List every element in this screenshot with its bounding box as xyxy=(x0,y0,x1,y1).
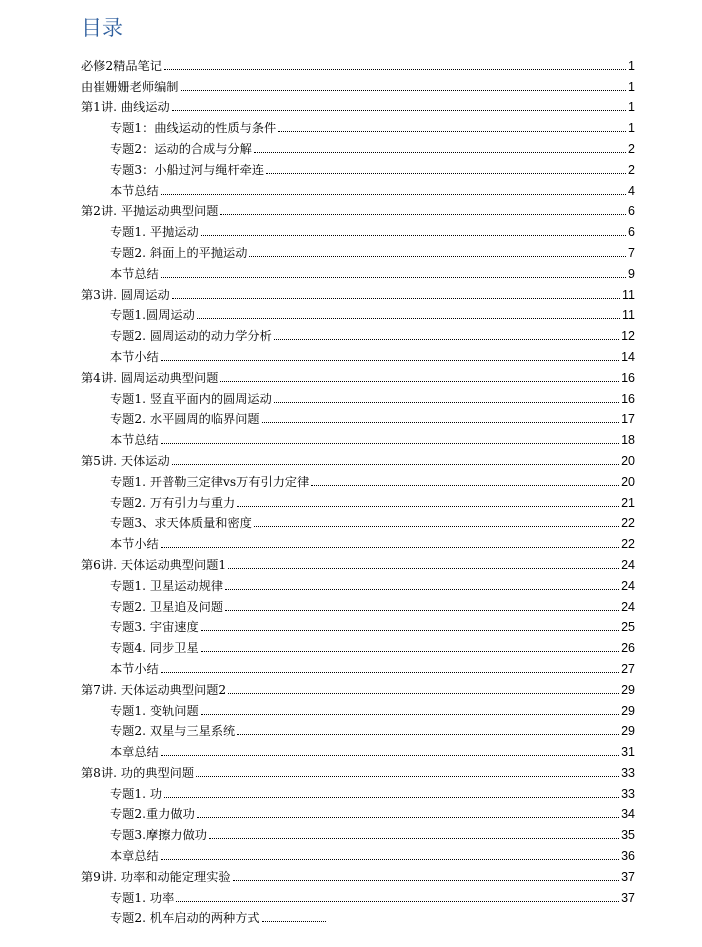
toc-entry-label: 本节总结 xyxy=(110,266,159,281)
toc-page-number: 24 xyxy=(621,557,635,572)
toc-entry-label: 第3讲. 圆周运动 xyxy=(81,287,170,302)
toc-entry-label: 专题3、求天体质量和密度 xyxy=(110,516,252,531)
toc-page-number: 27 xyxy=(621,661,635,676)
toc-section-entry[interactable] xyxy=(81,219,635,240)
toc-page-number: 29 xyxy=(621,682,635,697)
toc-dot-leader xyxy=(220,214,626,215)
toc-dot-leader xyxy=(201,235,626,236)
toc-page-number: 35 xyxy=(621,828,635,843)
toc-section-entry[interactable] xyxy=(81,261,635,282)
toc-page-number: 34 xyxy=(621,807,635,822)
toc-entry-label: 专题3：小船过河与绳杆牵连 xyxy=(110,162,265,177)
toc-dot-leader xyxy=(274,402,619,403)
toc-page-number: 37 xyxy=(621,890,635,905)
toc-entry-label: 第1讲. 曲线运动 xyxy=(81,100,170,115)
toc-dot-leader xyxy=(237,734,619,735)
toc-entry-label: 专题4. 同步卫星 xyxy=(110,641,199,656)
toc-entry-label: 本节小结 xyxy=(110,661,159,676)
toc-section-entry[interactable] xyxy=(81,843,635,864)
toc-entry-label: 专题2. 双星与三星系统 xyxy=(110,724,236,739)
toc-page-number: 6 xyxy=(628,204,635,219)
toc-dot-leader xyxy=(164,69,626,70)
toc-section-entry[interactable] xyxy=(81,531,635,552)
toc-page-number: 11 xyxy=(622,287,635,302)
toc-section-entry[interactable] xyxy=(81,407,635,428)
toc-dot-leader xyxy=(181,90,627,91)
toc-dot-leader xyxy=(164,797,619,798)
toc-section-entry[interactable] xyxy=(81,719,635,740)
toc-page-number: 12 xyxy=(621,329,635,344)
toc-entry-label: 专题1. 平抛运动 xyxy=(110,225,199,240)
toc-dot-leader xyxy=(311,485,619,486)
toc-dot-leader xyxy=(262,921,326,922)
toc-page-number: 9 xyxy=(628,266,635,281)
toc-page-number: 26 xyxy=(621,641,635,656)
toc-section-entry[interactable] xyxy=(81,885,635,906)
toc-section-entry[interactable] xyxy=(81,698,635,719)
toc-chapter-entry[interactable] xyxy=(81,282,635,303)
toc-entry-label: 专题2. 斜面上的平抛运动 xyxy=(110,245,248,260)
toc-page-number: 4 xyxy=(628,183,635,198)
toc-section-entry[interactable] xyxy=(81,240,635,261)
toc-section-entry[interactable] xyxy=(81,739,635,760)
toc-page-number: 24 xyxy=(621,599,635,614)
toc-page-number: 6 xyxy=(628,225,635,240)
toc-entry-label: 第6讲. 天体运动典型问题1 xyxy=(81,557,227,572)
toc-dot-leader xyxy=(161,277,626,278)
toc-page-number: 20 xyxy=(621,474,635,489)
toc-dot-leader xyxy=(197,318,620,319)
toc-page-number: 25 xyxy=(621,620,635,635)
toc-dot-leader xyxy=(228,568,619,569)
toc-chapter-entry[interactable] xyxy=(81,53,635,74)
toc-page-number: 1 xyxy=(628,58,635,73)
toc-section-entry[interactable] xyxy=(81,178,635,199)
toc-entry-label: 第8讲. 功的典型问题 xyxy=(81,765,195,780)
toc-page-number: 11 xyxy=(622,308,635,323)
toc-entry-label: 第5讲. 天体运动 xyxy=(81,453,170,468)
toc-entry-label: 专题2. 卫星追及问题 xyxy=(110,599,224,614)
toc-page-number: 21 xyxy=(621,495,635,510)
toc-chapter-entry[interactable] xyxy=(81,95,635,116)
toc-section-entry[interactable] xyxy=(81,490,635,511)
toc-dot-leader xyxy=(262,422,620,423)
toc-chapter-entry[interactable] xyxy=(81,199,635,220)
toc-entry-label: 本节小结 xyxy=(110,537,159,552)
toc-entry-label: 专题1. 变轨问题 xyxy=(110,703,199,718)
toc-page-number: 16 xyxy=(621,391,635,406)
toc-page-number: 37 xyxy=(621,869,635,884)
toc-section-entry[interactable] xyxy=(81,303,635,324)
toc-dot-leader xyxy=(225,589,619,590)
toc-page-number: 29 xyxy=(621,703,635,718)
toc-page-number: 36 xyxy=(621,849,635,864)
toc-page-number: 2 xyxy=(628,141,635,156)
toc-page-number: 18 xyxy=(621,433,635,448)
toc-dot-leader xyxy=(237,506,619,507)
toc-entry-label: 专题1. 开普勒三定律vs万有引力定律 xyxy=(110,474,310,489)
toc-chapter-entry[interactable] xyxy=(81,864,635,885)
toc-dot-leader xyxy=(161,194,626,195)
toc-entry-label: 专题1. 功率 xyxy=(110,890,175,905)
toc-dot-leader xyxy=(172,464,619,465)
toc-entry-label: 由崔姗姗老师编制 xyxy=(81,79,179,94)
toc-dot-leader xyxy=(278,131,626,132)
toc-page-number: 1 xyxy=(628,79,635,94)
toc-dot-leader xyxy=(161,755,619,756)
toc-section-entry[interactable] xyxy=(81,427,635,448)
toc-page-number: 33 xyxy=(621,765,635,780)
toc-section-entry[interactable] xyxy=(81,511,635,532)
toc-chapter-entry[interactable] xyxy=(81,677,635,698)
toc-chapter-entry[interactable] xyxy=(81,552,635,573)
toc-dot-leader xyxy=(172,110,626,111)
toc-entry-label: 专题1. 功 xyxy=(110,786,163,801)
toc-section-entry[interactable] xyxy=(81,115,635,136)
toc-dot-leader xyxy=(201,714,619,715)
toc-dot-leader xyxy=(254,526,619,527)
toc-dot-leader xyxy=(197,817,619,818)
toc-dot-leader xyxy=(196,776,619,777)
toc-page-number: 31 xyxy=(621,745,635,760)
toc-dot-leader xyxy=(201,630,619,631)
toc-section-entry[interactable] xyxy=(81,781,635,802)
toc-dot-leader xyxy=(254,152,626,153)
toc-section-entry[interactable] xyxy=(81,386,635,407)
toc-dot-leader xyxy=(201,651,619,652)
toc-section-entry[interactable] xyxy=(81,157,635,178)
toc-entry-label: 专题3.摩擦力做功 xyxy=(110,828,207,843)
toc-dot-leader xyxy=(161,859,619,860)
toc-chapter-entry[interactable] xyxy=(81,448,635,469)
toc-entry-label: 专题2. 机车启动的两种方式 xyxy=(110,911,260,926)
toc-section-entry[interactable] xyxy=(81,344,635,365)
toc-section-entry[interactable] xyxy=(81,573,635,594)
toc-entry-label: 专题2. 圆周运动的动力学分析 xyxy=(110,329,272,344)
toc-section-entry[interactable] xyxy=(81,594,635,615)
toc-dot-leader xyxy=(161,360,619,361)
toc-section-entry[interactable] xyxy=(81,635,635,656)
toc-dot-leader xyxy=(161,672,619,673)
toc-entry-label: 第9讲. 功率和动能定理实验 xyxy=(81,869,231,884)
toc-chapter-entry[interactable] xyxy=(81,760,635,781)
toc-entry-label: 第4讲. 圆周运动典型问题 xyxy=(81,370,219,385)
toc-entry-label: 专题2.重力做功 xyxy=(110,807,195,822)
toc-entry-label: 专题1：曲线运动的性质与条件 xyxy=(110,121,277,136)
toc-page-number: 14 xyxy=(621,349,635,364)
toc-section-entry[interactable] xyxy=(81,656,635,677)
toc-section-entry[interactable] xyxy=(81,906,635,927)
toc-dot-leader xyxy=(176,901,619,902)
toc-page-number: 17 xyxy=(621,412,635,427)
toc-dot-leader xyxy=(228,693,619,694)
toc-entry-label: 专题2：运动的合成与分解 xyxy=(110,141,252,156)
toc-dot-leader xyxy=(225,610,619,611)
toc-section-entry[interactable] xyxy=(81,323,635,344)
toc-page-number: 22 xyxy=(621,516,635,531)
toc-entry-label: 本节总结 xyxy=(110,183,159,198)
toc-section-entry[interactable] xyxy=(81,136,635,157)
toc-section-entry[interactable] xyxy=(81,469,635,490)
toc-dot-leader xyxy=(161,547,619,548)
toc-dot-leader xyxy=(220,381,619,382)
toc-entry-label: 本章总结 xyxy=(110,745,159,760)
toc-entry-label: 专题1. 卫星运动规律 xyxy=(110,578,224,593)
toc-dot-leader xyxy=(209,838,619,839)
toc-list xyxy=(81,53,635,926)
toc-entry-label: 本节小结 xyxy=(110,349,159,364)
toc-page-number: 29 xyxy=(621,724,635,739)
toc-page-number: 20 xyxy=(621,453,635,468)
toc-section-entry[interactable] xyxy=(81,802,635,823)
toc-section-entry[interactable] xyxy=(81,822,635,843)
toc-entry-label: 必修2精品笔记 xyxy=(81,58,162,73)
toc-entry-label: 本章总结 xyxy=(110,849,159,864)
toc-dot-leader xyxy=(172,298,620,299)
toc-page-number: 22 xyxy=(621,537,635,552)
toc-entry-label: 专题3. 宇宙速度 xyxy=(110,620,199,635)
toc-dot-leader xyxy=(161,443,619,444)
toc-entry-label: 专题1.圆周运动 xyxy=(110,308,195,323)
toc-entry-label: 专题2. 水平圆周的临界问题 xyxy=(110,412,260,427)
toc-section-entry[interactable] xyxy=(81,615,635,636)
toc-dot-leader xyxy=(274,339,619,340)
toc-page-number: 24 xyxy=(621,578,635,593)
toc-chapter-entry[interactable] xyxy=(81,365,635,386)
toc-page-number: 16 xyxy=(621,370,635,385)
toc-page-number: 1 xyxy=(628,100,635,115)
toc-chapter-entry[interactable] xyxy=(81,74,635,95)
toc-dot-leader xyxy=(249,256,626,257)
toc-dot-leader xyxy=(233,880,620,881)
toc-entry-label: 第2讲. 平抛运动典型问题 xyxy=(81,204,219,219)
toc-entry-label: 第7讲. 天体运动典型问题2 xyxy=(81,682,227,697)
toc-page-number: 33 xyxy=(621,786,635,801)
toc-entry-label: 专题1. 竖直平面内的圆周运动 xyxy=(110,391,272,406)
toc-entry-label: 专题2. 万有引力与重力 xyxy=(110,495,236,510)
toc-dot-leader xyxy=(266,173,626,174)
toc-entry-label: 本节总结 xyxy=(110,433,159,448)
toc-page-number: 7 xyxy=(628,245,635,260)
toc-title: 目录 xyxy=(81,16,123,40)
toc-page-number: 1 xyxy=(628,121,635,136)
toc-page-number: 2 xyxy=(628,162,635,177)
